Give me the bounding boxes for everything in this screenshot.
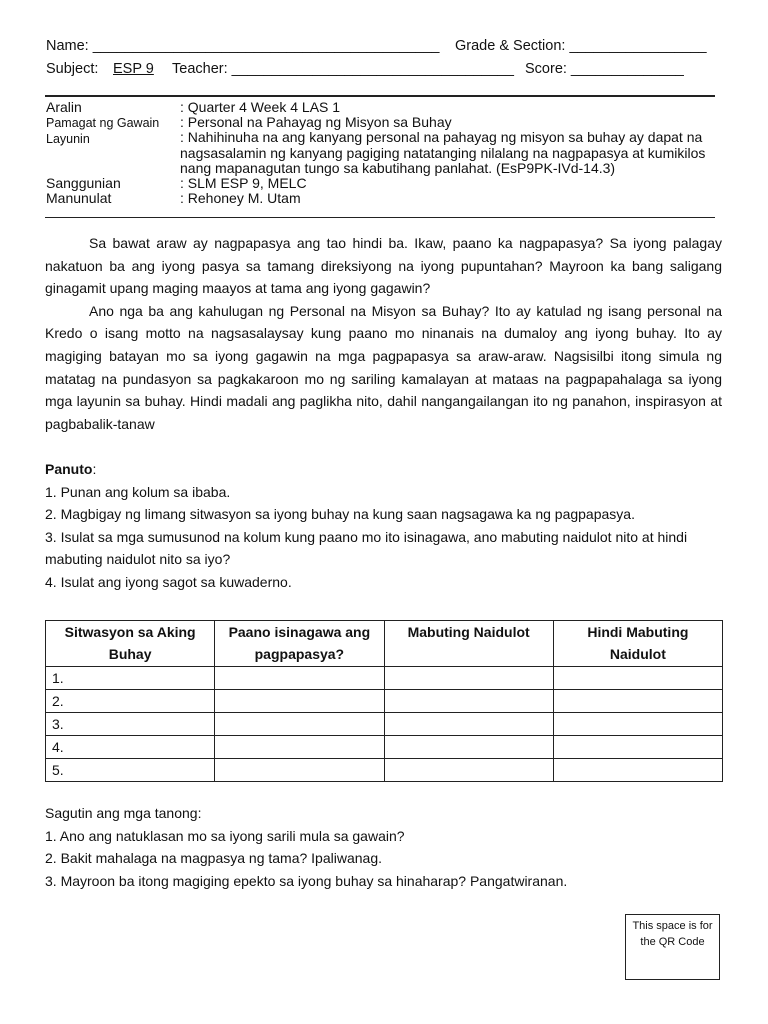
meta-label-pamagat: Pamagat ng Gawain xyxy=(46,116,160,130)
meta-value-aralin: : Quarter 4 Week 4 LAS 1 xyxy=(180,99,341,115)
table-cell[interactable] xyxy=(553,667,722,690)
meta-label-manunulat: Manunulat xyxy=(46,190,112,206)
table-cell[interactable] xyxy=(215,690,384,713)
meta-label-sanggunian: Sanggunian xyxy=(46,175,121,191)
column-header-sitwasyon: Sitwasyon sa Aking Buhay xyxy=(46,621,215,667)
grade-section-field-label: Grade & Section: _________________ xyxy=(455,38,707,54)
paragraph-1: Sa bawat araw ay nagpapasya ang tao hindi ba. Ikaw, paano ka nagpapasya? Sa iyong palagay nakatuon ba ang iyong pasya sa tamang direksiyong na iyong pupuntahan? Mayroon ka bang saligang ginagamit upang maging maayos at tama ang iyong gagawin? xyxy=(45,235,722,297)
row-number: 4. xyxy=(46,736,215,759)
table-cell[interactable] xyxy=(553,690,722,713)
meta-divider xyxy=(45,217,715,218)
subject-value: ESP 9 xyxy=(113,61,154,77)
row-number: 5. xyxy=(46,759,215,782)
table-row xyxy=(46,713,723,736)
questions-title: Sagutin ang mga tanong: xyxy=(45,805,202,821)
question-item: 1. Ano ang natuklasan mo sa iyong sarili mula sa gawain? xyxy=(45,827,405,844)
table-cell[interactable] xyxy=(384,759,553,782)
column-header-mabuti: Mabuting Naidulot xyxy=(384,621,553,667)
instruction-item: 1. Punan ang kolum sa ibaba. xyxy=(45,483,231,500)
name-field-label: Name: ___________________________________________ xyxy=(46,38,440,54)
table-cell[interactable] xyxy=(553,736,722,759)
header-divider xyxy=(45,95,715,97)
table-cell[interactable] xyxy=(215,759,384,782)
instruction-item: 4. Isulat ang iyong sagot sa kuwaderno. xyxy=(45,573,292,590)
meta-label-layunin: Layunin xyxy=(46,132,90,146)
column-header-hindi-mabuti: Hindi Mabuting Naidulot xyxy=(553,621,722,667)
table-cell[interactable] xyxy=(553,759,722,782)
questions xyxy=(45,802,725,892)
column-header-paano: Paano isinagawa ang pagpapasya? xyxy=(215,621,384,667)
table-cell[interactable] xyxy=(215,667,384,690)
table-cell[interactable] xyxy=(215,713,384,736)
table-row xyxy=(46,690,723,713)
question-item: 3. Mayroon ba itong magiging epekto sa iyong buhay sa hinaharap? Pangatwiranan. xyxy=(45,872,568,889)
activity-table xyxy=(45,620,723,782)
row-number: 2. xyxy=(46,690,215,713)
qr-code-placeholder: This space is for the QR Code xyxy=(625,914,720,980)
intro-text xyxy=(45,232,722,435)
meta-value-pamagat: : Personal na Pahayag ng Misyon sa Buhay xyxy=(180,114,452,130)
instruction-item: 3. Isulat sa mga sumusunod na kolum kung paano mo ito isinagawa, ano mabuting naidulot nito at hindi mabuting naidulot nito sa iyo? xyxy=(45,528,688,568)
meta-value-manunulat: : Rehoney M. Utam xyxy=(180,190,301,206)
teacher-field-label: Teacher: ___________________________________ xyxy=(172,61,514,77)
table-cell[interactable] xyxy=(384,690,553,713)
row-number: 3. xyxy=(46,713,215,736)
table-cell[interactable] xyxy=(384,667,553,690)
table-row xyxy=(46,667,723,690)
score-field-label: Score: ______________ xyxy=(525,61,684,77)
paragraph-2: Ano nga ba ang kahulugan ng Personal na Misyon sa Buhay? Ito ay katulad ng isang personal na Kredo o isang motto na nagsasalaysay kung paano mo ninanais na dumaloy ang iyong buhay. Ito ay magiging batayan mo sa iyong gagawin na mga pagpapasya sa araw-araw. Nagsisilbi itong simula ng matatag na pundasyon sa pagkakaroon mo ng sariling kamalayan at mataas na pagpapahalaga sa iyong mga layunin sa buhay. Hindi madali ang paglikha nito, dahil nangangailangan ito ng panahon, inspirasyon at pagbabalik-tanaw xyxy=(45,302,722,432)
instruction-item: 2. Magbigay ng limang sitwasyon sa iyong buhay na kung saan nagsagawa ka ng pagpapasya. xyxy=(45,506,635,523)
meta-value-sanggunian: : SLM ESP 9, MELC xyxy=(180,175,307,191)
instructions-title-line xyxy=(45,458,725,481)
instructions-title: Panuto xyxy=(45,461,93,477)
table-cell[interactable] xyxy=(215,736,384,759)
instructions xyxy=(45,458,725,594)
instructions-colon: : xyxy=(92,461,97,477)
table-row xyxy=(46,759,723,782)
subject-label: Subject: xyxy=(46,61,99,77)
meta-value-layunin: : Nahihinuha na ang kanyang personal na pahayag ng misyon sa buhay ay dapat na nagsasalamin ng kanyang pagiging natatanging nilalang na nagpapasya at kumikilos nang mapanagutan tungo sa kabutihang panlahat. (EsP9PK-IVd-14.3) xyxy=(180,129,706,176)
table-row xyxy=(46,736,723,759)
meta-label-aralin: Aralin xyxy=(46,99,82,115)
table-cell[interactable] xyxy=(384,736,553,759)
table-cell[interactable] xyxy=(553,713,722,736)
row-number: 1. xyxy=(46,667,215,690)
table-cell[interactable] xyxy=(384,713,553,736)
question-item: 2. Bakit mahalaga na magpasya ng tama? Ipaliwanag. xyxy=(45,850,382,867)
